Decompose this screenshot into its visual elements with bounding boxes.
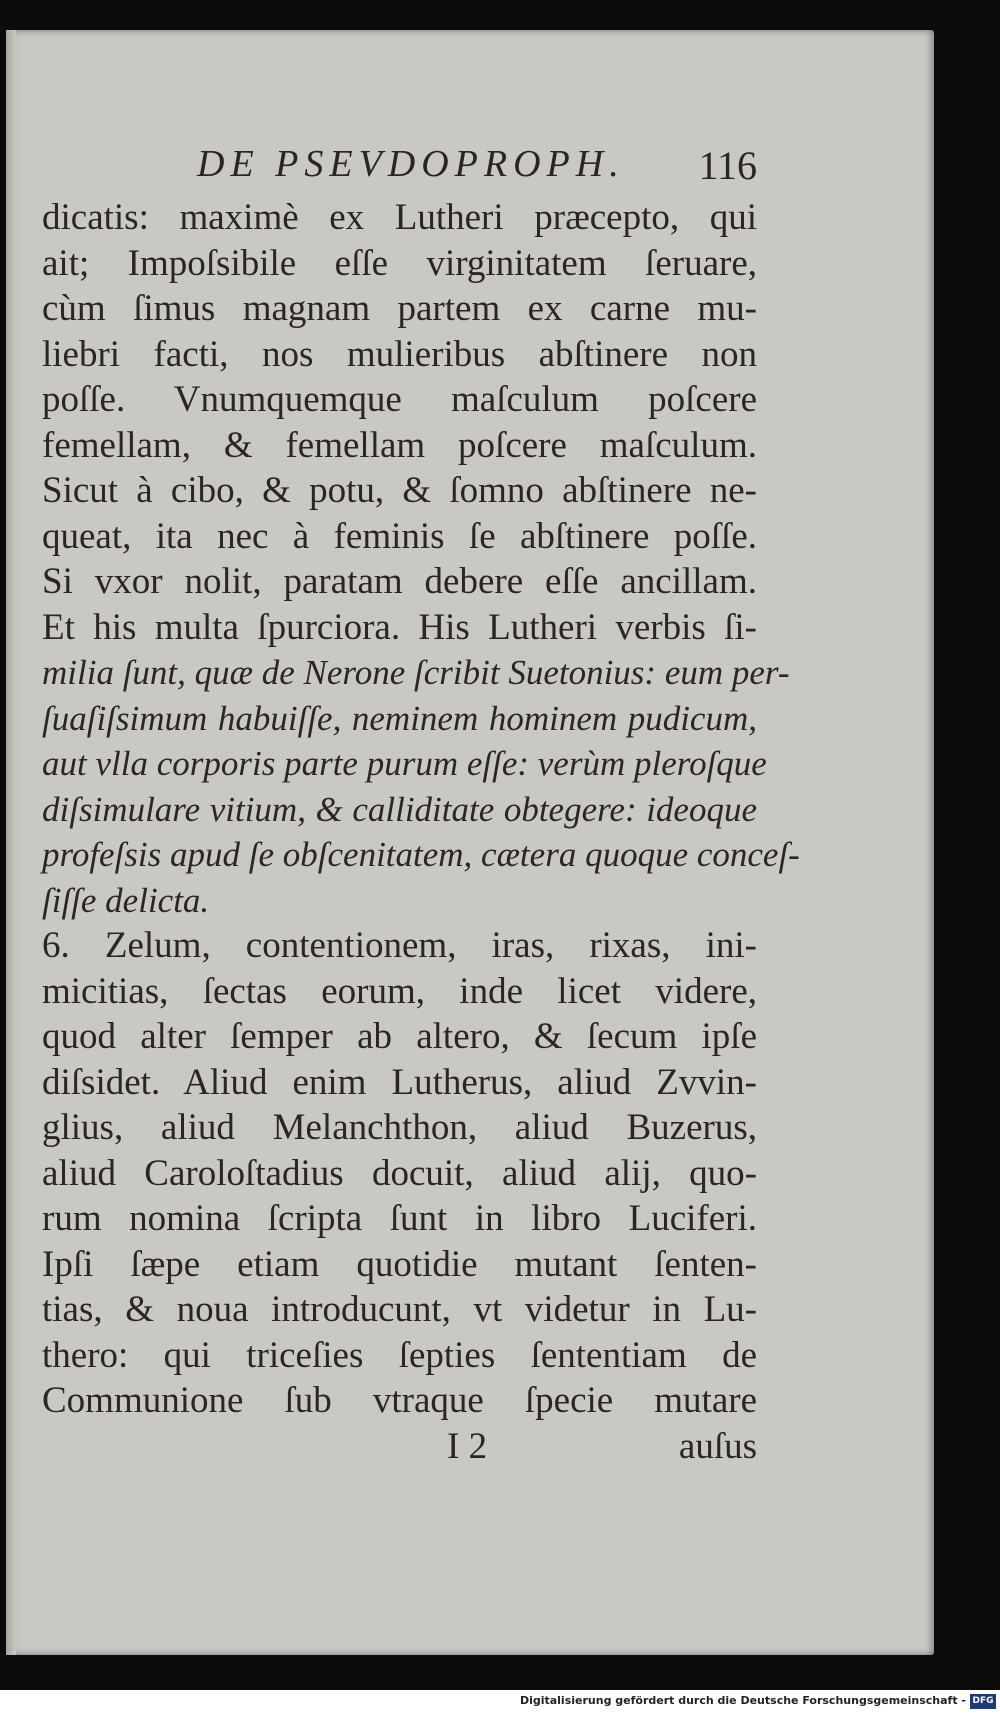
text-line: ſiſſe delicta. [42, 880, 210, 920]
funding-credit: Digitalisierung gefördert durch die Deutsche Forschungsgemeinschaft - [519, 1694, 966, 1707]
page-footer [42, 1425, 757, 1475]
credit-bar [0, 1690, 1000, 1715]
page-gutter-edge [6, 30, 16, 1655]
dfg-logo-icon: DFG [970, 1694, 996, 1709]
text-line: ait; Impoſsibile eſſe virginitatem ſeruare, [42, 242, 757, 284]
text-line: profeſsis apud ſe obſcenitatem, cætera quoque conceſ- [42, 835, 800, 874]
text-line: Communione ſub vtraque ſpecie mutare [42, 1380, 757, 1421]
text-line: cùm ſimus magnam partem ex carne mu- [42, 288, 757, 329]
signature-mark: I 2 [447, 1426, 488, 1467]
catchword: auſus [678, 1426, 757, 1467]
text-line: aliud Caroloſtadius docuit, aliud alij, quo- [42, 1152, 757, 1194]
text-line: poſſe. Vnumquemque maſculum poſcere [42, 379, 757, 420]
text-line: milia ſunt, quæ de Nerone ſcribit Suetonius: eum per- [42, 653, 790, 692]
page-number: 116 [698, 143, 757, 188]
text-line: rum nomina ſcripta ſunt in libro Luciferi. [42, 1198, 757, 1239]
book-page [6, 30, 934, 1655]
text-line: queat, ita nec à feminis ſe abſtinere poſſe. [42, 515, 757, 557]
text-line: Si vxor nolit, paratam debere eſſe ancillam. [42, 561, 757, 602]
text-line: thero: qui triceſies ſepties ſententiam de [42, 1334, 757, 1376]
text-line: dicatis: maximè ex Lutheri præcepto, qui [42, 197, 757, 238]
text-line: 6. Zelum, contentionem, iras, rixas, ini- [42, 925, 757, 966]
text-line: Sicut à cibo, & potu, & ſomno abſtinere ne- [42, 470, 757, 511]
text-line: diſsimulare vitium, & calliditate obtegere: ideoque [42, 789, 757, 829]
text-line: micitias, ſectas eorum, inde licet videre, [42, 970, 757, 1012]
text-line: aut vlla corporis parte purum eſſe: verùm pleroſque [42, 744, 767, 783]
running-title: DE PSEVDOPROPH. [197, 143, 625, 185]
text-line: Et his multa ſpurciora. His Lutheri verbis ſi- [42, 606, 757, 648]
running-head [42, 142, 757, 194]
body-text [42, 195, 800, 1425]
text-line: Ipſi ſæpe etiam quotidie mutant ſenten- [42, 1243, 757, 1285]
text-line: diſsidet. Aliud enim Lutherus, aliud Zvvin- [42, 1061, 757, 1103]
text-line: liebri facti, nos mulieribus abſtinere non [42, 333, 757, 375]
text-line: ſuaſiſsimum habuiſſe, neminem hominem pudicum, [42, 698, 757, 738]
text-line: glius, aliud Melanchthon, aliud Buzerus, [42, 1107, 757, 1148]
text-line: tias, & noua introducunt, vt videtur in Lu- [42, 1289, 757, 1330]
text-line: femellam, & femellam poſcere maſculum. [42, 424, 757, 466]
text-line: quod alter ſemper ab altero, & ſecum ipſe [42, 1016, 757, 1057]
